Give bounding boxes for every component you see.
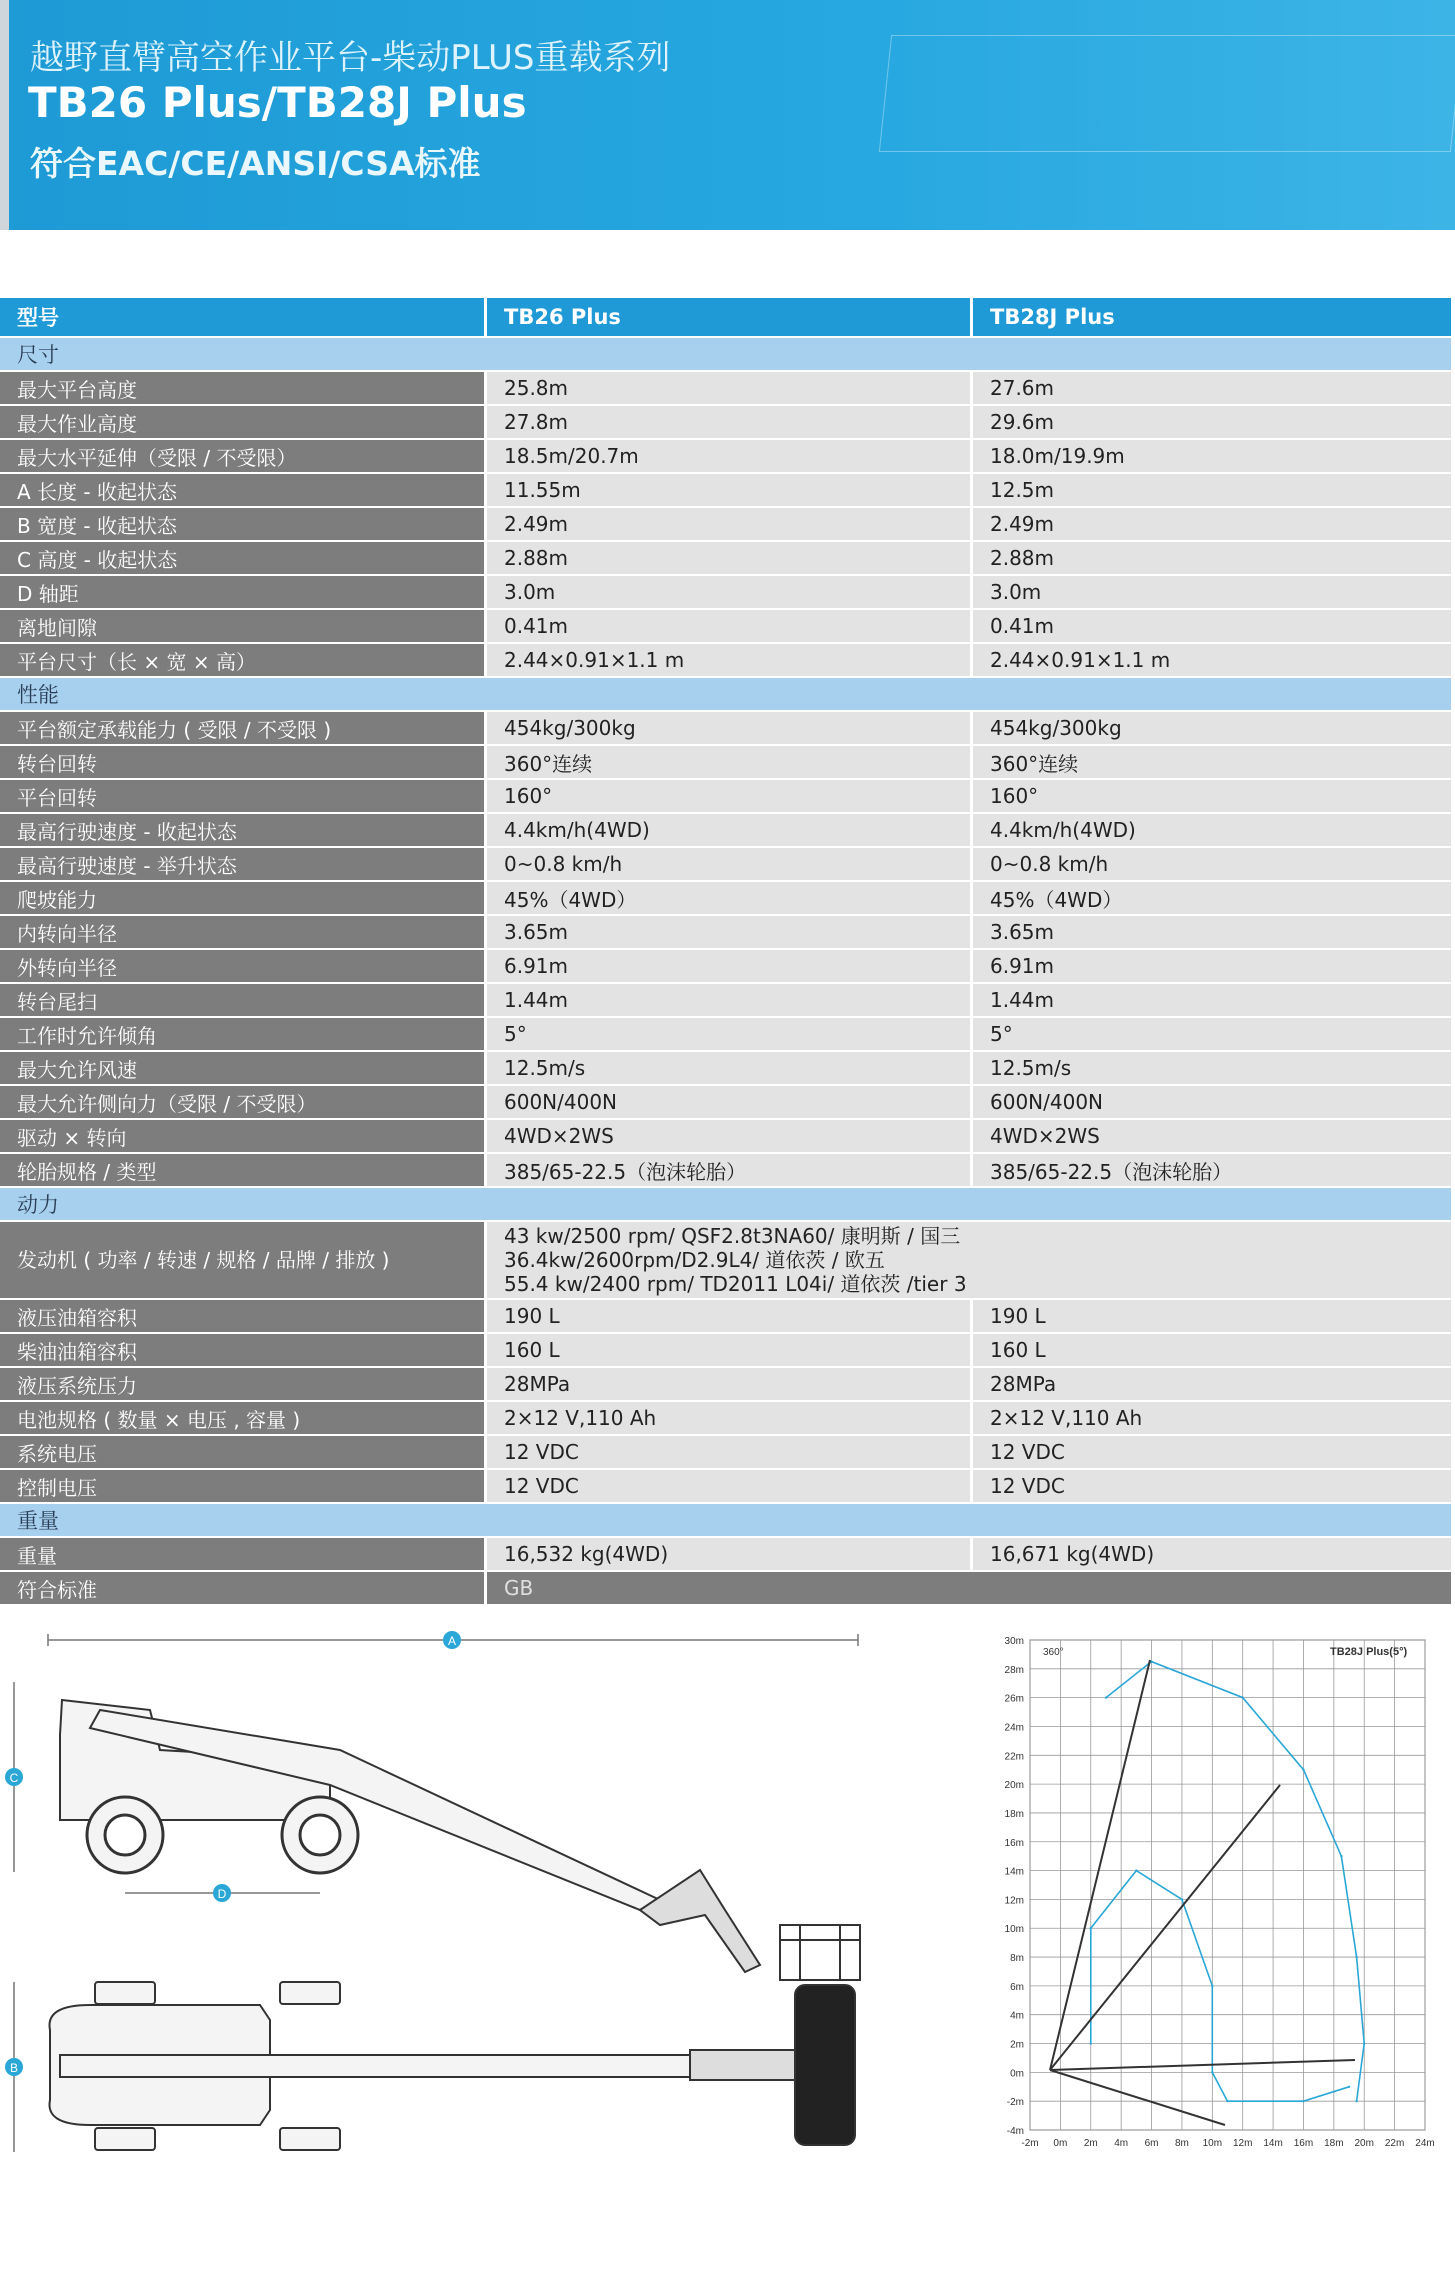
table-row [0,712,1451,746]
row-label: 系统电压 [0,1436,484,1470]
row-label: 平台额定承载能力 ( 受限 / 不受限 ) [0,712,484,746]
row-label: 最大作业高度 [0,406,484,440]
table-row [0,950,1451,984]
rear-hub-icon [300,1815,340,1855]
row-value-2: 16,671 kg(4WD) [970,1538,1451,1572]
range-envelope-point [1302,1769,1304,1771]
table-row [0,644,1451,678]
table-row [0,1334,1451,1368]
row-value-1: 2.44×0.91×1.1 m [484,644,970,678]
range-envelope-point [1302,2100,1304,2102]
row-value-2: 2.44×0.91×1.1 m [970,644,1451,678]
table-row [0,1086,1451,1120]
row-label: 最大平台高度 [0,372,484,406]
chart-grid [1030,1640,1425,2130]
y-tick-label: 18m [1004,1808,1024,1820]
row-label: 重量 [0,1538,484,1572]
row-value-2: 360°连续 [970,746,1451,780]
row-label: A 长度 - 收起状态 [0,474,484,508]
table-row [0,1052,1451,1086]
table-row [0,1572,1451,1606]
section-row [0,1504,1451,1538]
top-platform [795,1985,855,2145]
top-wheel [95,2128,155,2150]
table-row [0,848,1451,882]
row-label: D 轴距 [0,576,484,610]
range-envelope-point [1340,1855,1342,1857]
table-row [0,916,1451,950]
row-value-2: 4WD×2WS [970,1120,1451,1154]
model-title: TB26 Plus/TB28J Plus [28,78,527,127]
row-label: 最大允许侧向力（受限 / 不受限） [0,1086,484,1120]
header-model-2: TB28J Plus [970,298,1451,338]
row-value-1: 4WD×2WS [484,1120,970,1154]
y-tick-label: 14m [1004,1866,1024,1878]
spec-table [0,298,1451,1606]
row-label: 发动机 ( 功率 / 转速 / 规格 / 品牌 / 排放 ) [0,1222,484,1300]
row-value-2: 2.88m [970,542,1451,576]
row-value-2: 0.41m [970,610,1451,644]
y-tick-label: 30m [1004,1636,1024,1647]
table-row [0,746,1451,780]
row-value-1: 454kg/300kg [484,712,970,746]
x-tick-label: 12m [1232,2138,1253,2149]
row-value-1: 2.49m [484,508,970,542]
row-value-1: 190 L [484,1300,970,1334]
y-tick-label: 20m [1004,1780,1024,1792]
y-tick-label: 12m [1004,1895,1024,1907]
row-value-1: 6.91m [484,950,970,984]
row-value-2: 18.0m/19.9m [970,440,1451,474]
table-row [0,1154,1451,1188]
section-row [0,1188,1451,1222]
y-tick-label: 22m [1004,1751,1024,1763]
top-wheel [280,2128,340,2150]
row-value-1: 0~0.8 km/h [484,848,970,882]
row-label: 液压系统压力 [0,1368,484,1402]
section-power: 动力 [0,1188,1451,1222]
row-value-1: 160 L [484,1334,970,1368]
chart-title: TB28J Plus(5°) [1330,1646,1408,1658]
row-label: 离地间隙 [0,610,484,644]
table-row [0,508,1451,542]
row-value-2: 2.49m [970,508,1451,542]
rotation-label: 360° [1043,1647,1064,1658]
row-value-2: 600N/400N [970,1086,1451,1120]
y-tick-label: 4m [1010,2010,1024,2022]
row-label: 驱动 × 转向 [0,1120,484,1154]
table-row [0,814,1451,848]
range-envelope-point [1355,2100,1357,2102]
row-value-2: 1.44m [970,984,1451,1018]
row-label: 轮胎规格 / 类型 [0,1154,484,1188]
table-row [0,780,1451,814]
row-value-1: 0.41m [484,610,970,644]
y-tick-label: 24m [1004,1722,1024,1734]
x-tick-label: 6m [1144,2138,1159,2149]
row-label: 最高行驶速度 - 收起状态 [0,814,484,848]
x-tick-label: 0m [1053,2138,1068,2149]
chart-y-ticks [1005,1636,1024,2137]
y-tick-label: -4m [1006,2126,1024,2137]
platform-basket [780,1925,860,1980]
y-tick-label: 2m [1010,2039,1024,2051]
row-value-1: 2.88m [484,542,970,576]
row-value-2: 385/65-22.5（泡沫轮胎） [970,1154,1451,1188]
table-row [0,610,1451,644]
row-value-2: 5° [970,1018,1451,1052]
x-tick-label: 8m [1174,2138,1189,2149]
banner-edge [0,0,9,230]
range-envelope-point [1105,1696,1107,1698]
row-value-2: 3.65m [970,916,1451,950]
side-view-machine [60,1700,860,1980]
engine-line-1: 43 kw/2500 rpm/ QSF2.8t3NA60/ 康明斯 / 国三 [504,1224,961,1248]
x-tick-label: -2m [1021,2138,1039,2149]
row-value-1: 12 VDC [484,1436,970,1470]
row-label: 平台尺寸（长 × 宽 × 高） [0,644,484,678]
engine-line-3: 55.4 kw/2400 rpm/ TD2011 L04i/ 道依茨 /tier 3 [504,1272,967,1296]
row-value-1: 600N/400N [484,1086,970,1120]
row-value-2: 12.5m [970,474,1451,508]
row-value-1: 3.65m [484,916,970,950]
table-row [0,474,1451,508]
row-label: 转台回转 [0,746,484,780]
row-value-2: 2×12 V,110 Ah [970,1402,1451,1436]
row-value-1: 4.4km/h(4WD) [484,814,970,848]
row-label: 柴油油箱容积 [0,1334,484,1368]
row-label: 最高行驶速度 - 举升状态 [0,848,484,882]
dimension-c-label: C [9,1771,19,1785]
row-label: 转台尾扫 [0,984,484,1018]
row-value-2: 3.0m [970,576,1451,610]
row-value-1: 16,532 kg(4WD) [484,1538,970,1572]
y-tick-label: 6m [1010,1981,1024,1993]
working-range-chart [975,1620,1445,2160]
dimension-d-label: D [217,1887,227,1901]
row-value-2: 12 VDC [970,1436,1451,1470]
table-row [0,576,1451,610]
x-tick-label: 10m [1202,2138,1223,2149]
row-value-1: 2×12 V,110 Ah [484,1402,970,1436]
row-value-2: 160 L [970,1334,1451,1368]
jib [640,1870,760,1972]
x-tick-label: 14m [1263,2138,1283,2149]
table-row [0,882,1451,916]
row-label: 爬坡能力 [0,882,484,916]
header-label: 型号 [0,298,484,338]
row-value-1: 1.44m [484,984,970,1018]
row-value-1: 12.5m/s [484,1052,970,1086]
row-value-1: 25.8m [484,372,970,406]
y-tick-label: 0m [1010,2068,1024,2080]
section-weight: 重量 [0,1504,1451,1538]
section-row [0,338,1451,372]
top-jib [690,2050,800,2080]
row-label: 内转向半径 [0,916,484,950]
table-row [0,1120,1451,1154]
row-label: 最大水平延伸（受限 / 不受限） [0,440,484,474]
engine-values [484,1222,1451,1300]
row-label: 液压油箱容积 [0,1300,484,1334]
chart-x-ticks [1021,2138,1434,2149]
row-value-1: 12 VDC [484,1470,970,1504]
table-row [0,1538,1451,1572]
row-value-1: 5° [484,1018,970,1052]
top-boom [60,2055,690,2077]
x-tick-label: 18m [1324,2138,1344,2149]
range-envelope-point [1241,1696,1243,1698]
row-value-2: 27.6m [970,372,1451,406]
row-value-1: 45%（4WD） [484,882,970,916]
row-value-1: 11.55m [484,474,970,508]
row-label: 控制电压 [0,1470,484,1504]
row-value-2: 29.6m [970,406,1451,440]
range-envelope-point [1211,2071,1213,2073]
y-tick-label: 26m [1004,1693,1024,1705]
row-value-1: GB [484,1572,1451,1606]
row-value-1: 28MPa [484,1368,970,1402]
row-value-2: 12 VDC [970,1470,1451,1504]
range-envelope-point [1226,2100,1228,2102]
table-row [0,984,1451,1018]
table-row [0,1402,1451,1436]
row-label: 外转向半径 [0,950,484,984]
header-banner [0,0,1455,230]
dimension-b-label: B [9,2061,19,2075]
section-perf: 性能 [0,678,1451,712]
row-label: 工作时允许倾角 [0,1018,484,1052]
machine-dimension-drawing [0,1610,870,2170]
row-value-2: 0~0.8 km/h [970,848,1451,882]
chart-frame [1030,1640,1425,2130]
row-value-2: 454kg/300kg [970,712,1451,746]
x-tick-label: 16m [1293,2138,1314,2149]
row-label: 最大允许风速 [0,1052,484,1086]
dimension-a-label: A [447,1634,457,1648]
range-envelope-point [1135,1869,1137,1871]
top-view-machine [50,1982,856,2150]
row-value-1: 160° [484,780,970,814]
table-row [0,1018,1451,1052]
table-row [0,1470,1451,1504]
table-row [0,1368,1451,1402]
range-envelope-point [1090,2042,1092,2044]
range-envelope-point [1363,2042,1365,2044]
table-row [0,372,1451,406]
row-value-2: 45%（4WD） [970,882,1451,916]
engine-line-2: 36.4kw/2600rpm/D2.9L4/ 道依茨 / 欧五 [504,1248,885,1272]
table-row-engine [0,1222,1451,1300]
row-value-2: 160° [970,780,1451,814]
y-tick-label: 10m [1004,1924,1024,1936]
y-tick-label: 28m [1004,1664,1024,1676]
range-envelope-point [1090,1927,1092,1929]
x-tick-label: 2m [1083,2138,1098,2149]
header-model-1: TB26 Plus [484,298,970,338]
x-tick-label: 4m [1114,2138,1129,2149]
row-label: 电池规格 ( 数量 × 电压 , 容量 ) [0,1402,484,1436]
section-row [0,678,1451,712]
row-value-2: 12.5m/s [970,1052,1451,1086]
table-row [0,440,1451,474]
standards-line: 符合EAC/CE/ANSI/CSA标准 [30,144,481,183]
table-row [0,1436,1451,1470]
range-envelope-point [1211,1985,1213,1987]
range-envelope-point [1181,1898,1183,1900]
range-envelope-point [1348,2086,1350,2088]
table-header-row [0,298,1451,338]
y-tick-label: 16m [1004,1837,1024,1849]
product-series-title: 越野直臂高空作业平台-柴动PLUS重载系列 [30,38,671,78]
x-tick-label: 22m [1384,2138,1405,2149]
row-value-2: 28MPa [970,1368,1451,1402]
row-value-2: 6.91m [970,950,1451,984]
y-tick-label: -2m [1006,2097,1024,2109]
row-value-2: 190 L [970,1300,1451,1334]
row-label: 平台回转 [0,780,484,814]
row-value-1: 3.0m [484,576,970,610]
y-tick-label: 8m [1010,1953,1024,1965]
row-value-2: 4.4km/h(4WD) [970,814,1451,848]
row-label: C 高度 - 收起状态 [0,542,484,576]
table-row [0,406,1451,440]
row-label: B 宽度 - 收起状态 [0,508,484,542]
row-value-1: 18.5m/20.7m [484,440,970,474]
row-value-1: 27.8m [484,406,970,440]
row-value-1: 385/65-22.5（泡沫轮胎） [484,1154,970,1188]
section-dim: 尺寸 [0,338,1451,372]
row-value-1: 360°连续 [484,746,970,780]
range-envelope-point [1355,1956,1357,1958]
table-row [0,542,1451,576]
table-row [0,1300,1451,1334]
top-wheel [95,1982,155,2004]
row-label: 符合标准 [0,1572,484,1606]
banner-decoration [879,35,1455,152]
front-hub-icon [105,1815,145,1855]
top-wheel [280,1982,340,2004]
x-tick-label: 24m [1415,2138,1435,2149]
x-tick-label: 20m [1354,2138,1374,2149]
